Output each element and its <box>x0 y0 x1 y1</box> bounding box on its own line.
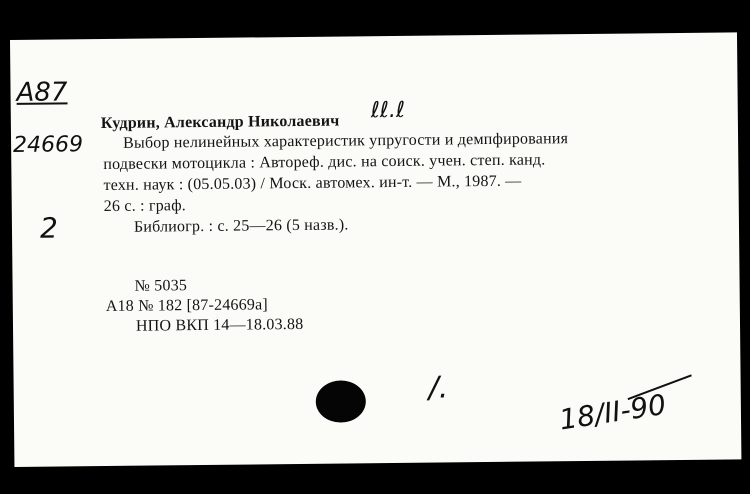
title-line-4: 26 с. : граф. <box>103 197 187 216</box>
title-line-1: Выбор нелинейных характеристик упругости и демпфирования <box>122 130 569 152</box>
a18-line: А18 № 182 [87-24669а] <box>105 296 268 316</box>
handwritten-code-bottom: 24669 <box>12 132 84 158</box>
handwritten-date: 18/II-90 <box>557 387 669 437</box>
catalog-card <box>10 32 741 467</box>
handwritten-mark: /. <box>428 370 449 406</box>
author-name: Кудрин, Александр Николаевич <box>100 112 340 133</box>
record-number: № 5035 <box>134 277 188 295</box>
handwritten-code-top: А87 <box>16 77 68 108</box>
title-line-3: техн. наук : (05.05.03) / Моск. автомех. ин-т. — М., 1987. — <box>103 172 522 195</box>
bibliography: Библиогр. : с. 25—26 (5 назв.). <box>133 216 349 236</box>
handwritten-scribble: ℓℓ.ℓ <box>370 97 406 124</box>
npo-line: НПО ВКП 14—18.03.88 <box>135 315 304 335</box>
title-line-2: подвески мотоцикла : Автореф. дис. на соиск. учен. степ. канд. <box>103 151 546 174</box>
handwritten-margin-number: 2 <box>39 211 58 245</box>
ink-blot <box>316 380 366 423</box>
